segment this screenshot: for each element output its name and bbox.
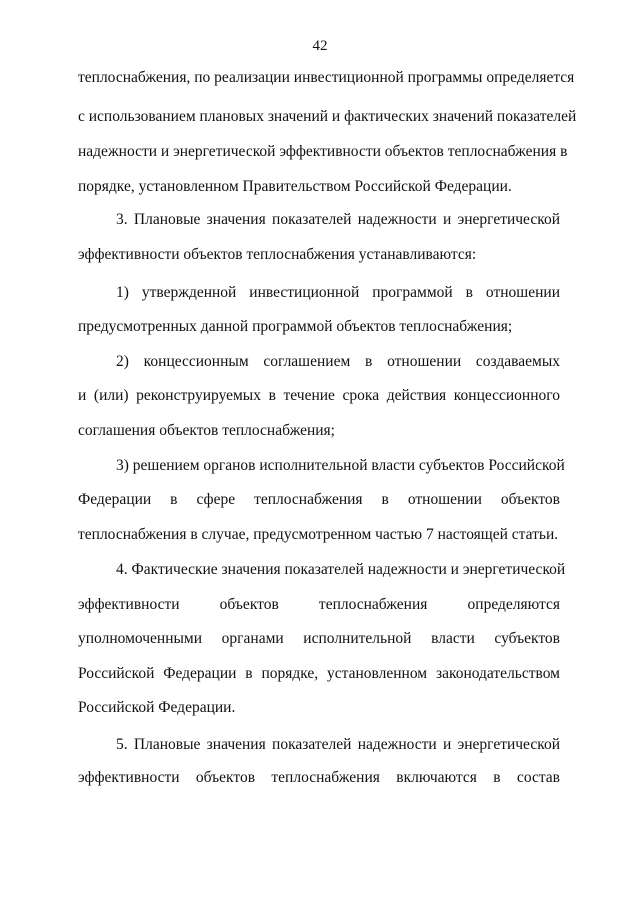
text-line: надежности и энергетической эффективности объектов теплоснабжения в <box>78 143 568 160</box>
text-line: с использованием плановых значений и фактических значений показателей <box>78 108 577 125</box>
text-line: соглашения объектов теплоснабжения; <box>78 422 335 439</box>
text-line: уполномоченными органами исполнительной власти субъектов <box>78 630 560 647</box>
text-line: эффективности объектов теплоснабжения включаются в состав <box>78 769 560 786</box>
text-line: Российской Федерации. <box>78 699 236 716</box>
text-line: теплоснабжения в случае, предусмотренном частью 7 настоящей статьи. <box>78 526 559 543</box>
text-line: и (или) реконструируемых в течение срока действия концессионного <box>78 387 560 404</box>
page-number: 42 <box>312 38 328 54</box>
text-line: 4. Фактические значения показателей надежности и энергетической <box>116 561 566 578</box>
text-line: 3) решением органов исполнительной власти субъектов Российской <box>116 457 565 474</box>
text-line: 5. Плановые значения показателей надежности и энергетической <box>116 736 560 753</box>
text-line: 3. Плановые значения показателей надежности и энергетической <box>116 211 560 228</box>
text-line: порядке, установленном Правительством Российской Федерации. <box>78 178 512 195</box>
text-line: Российской Федерации в порядке, установленном законодательством <box>78 665 560 682</box>
text-line: 1) утвержденной инвестиционной программой в отношении <box>116 284 560 301</box>
text-line: эффективности объектов теплоснабжения определяются <box>78 596 560 613</box>
text-line: предусмотренных данной программой объектов теплоснабжения; <box>78 318 513 335</box>
text-line: эффективности объектов теплоснабжения устанавливаются: <box>78 246 477 263</box>
text-line: теплоснабжения, по реализации инвестиционной программы определяется <box>78 69 575 86</box>
text-line: Федерации в сфере теплоснабжения в отношении объектов <box>78 491 560 508</box>
text-line: 2) концессионным соглашением в отношении создаваемых <box>116 353 560 370</box>
